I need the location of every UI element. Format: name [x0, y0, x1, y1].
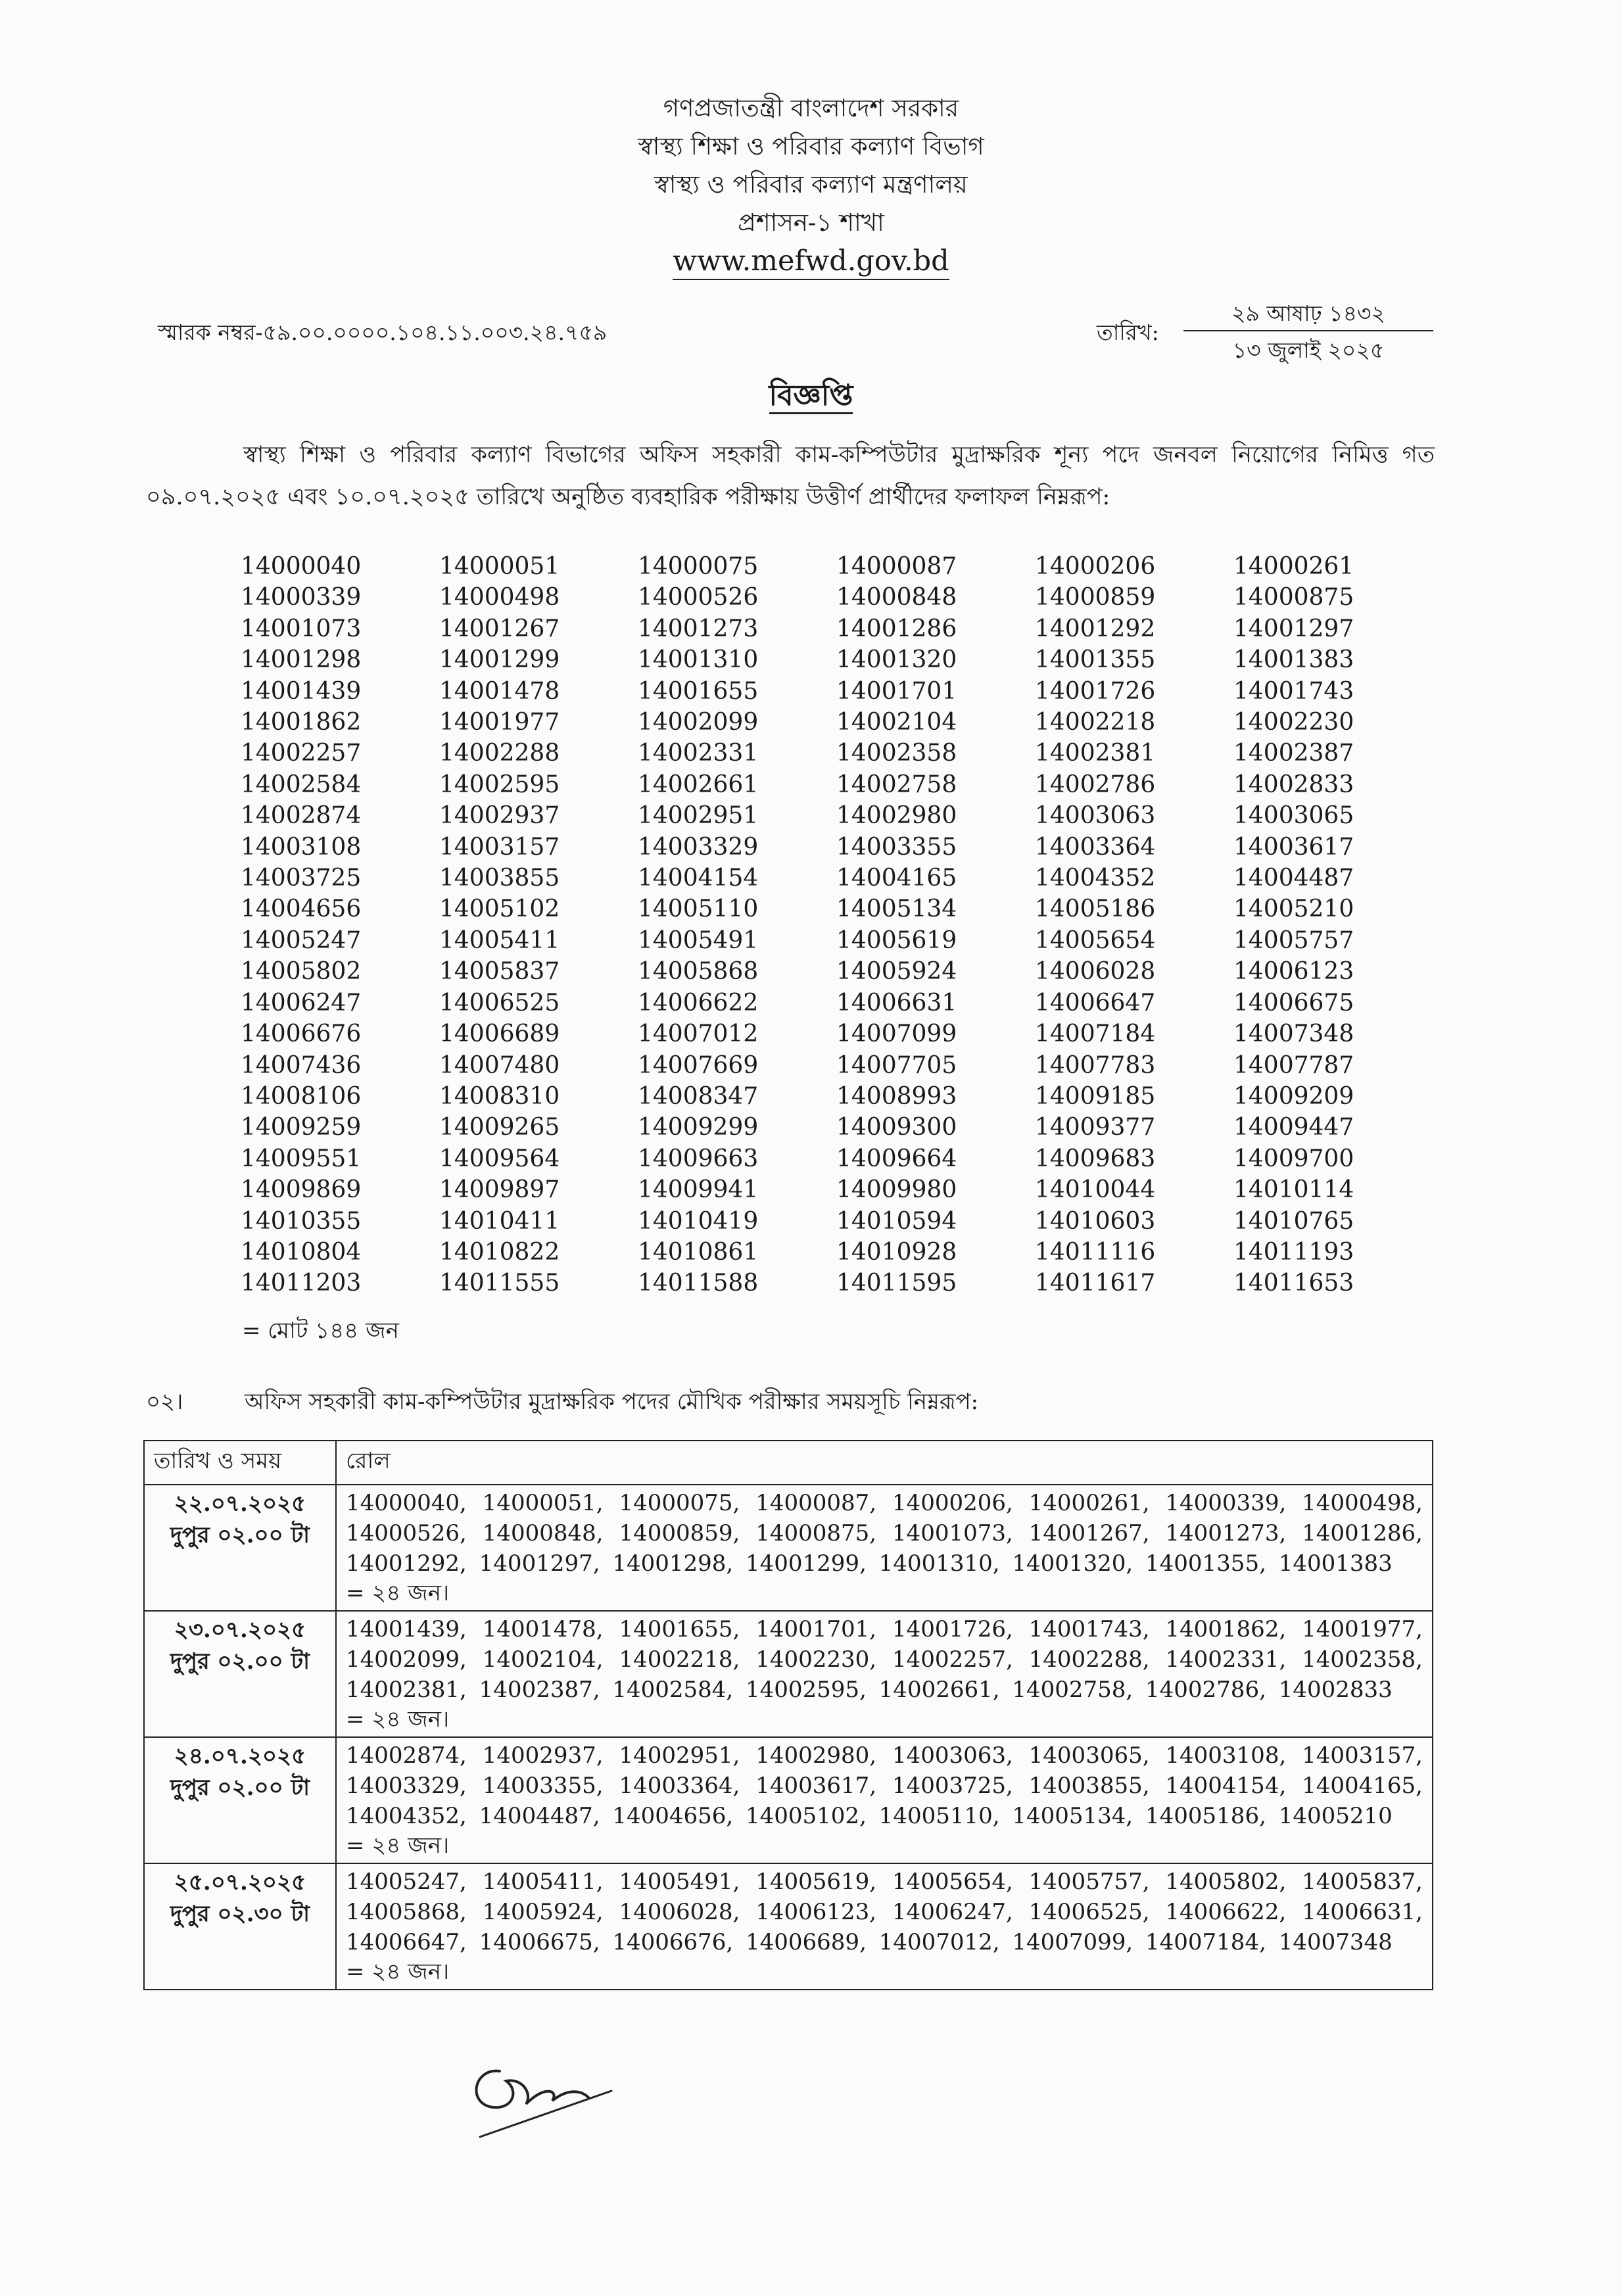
header-division: স্বাস্থ্য শিক্ষা ও পরিবার কল্যাণ বিভাগ	[638, 132, 984, 160]
memo-number: স্মারক নম্বর-৫৯.০০.০০০০.১০৪.১১.০০৩.২৪.৭৫৯	[158, 320, 608, 345]
roll-number: 14004487	[1233, 865, 1354, 892]
header-roll: রোল	[336, 1441, 1433, 1485]
roll-number: 14005868	[638, 958, 759, 986]
roll-number: 14005924	[836, 958, 957, 986]
roll-number: 14004165	[836, 865, 957, 892]
roll-number: 14001478	[439, 677, 560, 705]
roll-number: 14009299	[638, 1114, 759, 1141]
roll-number: 14001297	[1233, 615, 1354, 642]
roll-number: 14007099	[836, 1020, 957, 1048]
roll-number: 14008310	[439, 1082, 560, 1110]
roll-number: 14005110	[638, 896, 759, 923]
roll-number: 14009564	[439, 1145, 560, 1172]
schedule-count: = ২৪ জন।	[346, 1832, 450, 1859]
roll-number: 14002288	[439, 740, 560, 767]
roll-number: 14001743	[1233, 677, 1354, 705]
roll-number: 14005134	[836, 896, 957, 923]
roll-number: 14001439	[241, 677, 362, 705]
roll-number: 14001862	[241, 709, 362, 736]
roll-number: 14002786	[1035, 771, 1156, 798]
schedule-date-cell	[144, 1737, 336, 1863]
roll-number: 14002257	[241, 740, 362, 767]
roll-number: 14000051	[439, 553, 560, 580]
roll-number: 14009265	[439, 1114, 560, 1141]
roll-number: 14003065	[1233, 802, 1354, 830]
roll-number: 14001298	[241, 646, 362, 674]
schedule-rolls: 14005247, 14005411, 14005491, 14005619, 14005654, 14005757, 14005802, 14005837, 14005868, 14005924, 14006028, 14006123, 14006247, 14006525, 14006622, 14006631, 14006647, 14006675, 14006676, 14006689, 14007012, 14007099, 14007184, 14007348	[346, 1869, 1423, 1955]
roll-number: 14005757	[1233, 926, 1354, 954]
header-govt: গণপ্রজাতন্ত্রী বাংলাদেশ সরকার	[663, 94, 959, 122]
roll-number: 14006675	[1233, 989, 1354, 1016]
roll-number: 14003855	[439, 865, 560, 892]
roll-number: 14001073	[241, 615, 362, 642]
roll-number: 14011203	[241, 1270, 362, 1297]
roll-number: 14007787	[1233, 1051, 1354, 1079]
roll-number: 14003617	[1233, 833, 1354, 861]
roll-number: 14009663	[638, 1145, 759, 1172]
roll-number: 14002980	[836, 802, 957, 830]
roll-number: 14003329	[638, 833, 759, 861]
roll-number: 14000087	[836, 553, 957, 580]
section-heading: অফিস সহকারী কাম-কম্পিউটার মুদ্রাক্ষরিক পদের মৌখিক পরীক্ষার সময়সূচি নিম্নরূপ:	[245, 1389, 979, 1415]
header-branch: প্রশাসন-১ শাখা	[738, 208, 884, 237]
roll-number: 14003725	[241, 865, 362, 892]
roll-number: 14006631	[836, 989, 957, 1016]
roll-number: 14002381	[1035, 740, 1156, 767]
roll-number: 14011617	[1035, 1270, 1156, 1297]
roll-number: 14009941	[638, 1176, 759, 1204]
roll-number: 14002661	[638, 771, 759, 798]
roll-number: 14000206	[1035, 553, 1156, 580]
roll-number: 14011116	[1035, 1238, 1156, 1266]
roll-number: 14002387	[1233, 740, 1354, 767]
roll-number: 14005186	[1035, 896, 1156, 923]
roll-number: 14007348	[1233, 1020, 1354, 1048]
schedule-time: দুপুর ০২.৩০ টা	[170, 1901, 310, 1927]
roll-number: 14000075	[638, 553, 759, 580]
schedule-roll-cell	[336, 1863, 1433, 1990]
roll-number: 14001320	[836, 646, 957, 674]
roll-number: 14002584	[241, 771, 362, 798]
roll-number: 14007480	[439, 1051, 560, 1079]
roll-number: 14002218	[1035, 709, 1156, 736]
roll-number: 14003108	[241, 833, 362, 861]
date-english: ১৩ জুলাই ২০২৫	[1232, 337, 1385, 363]
roll-number: 14001655	[638, 677, 759, 705]
roll-number: 14002099	[638, 709, 759, 736]
roll-number: 14001273	[638, 615, 759, 642]
roll-number: 14007184	[1035, 1020, 1156, 1048]
header-ministry: স্বাস্থ্য ও পরিবার কল্যাণ মন্ত্রণালয়	[654, 170, 968, 199]
roll-number: 14006028	[1035, 958, 1156, 986]
roll-number: 14004352	[1035, 865, 1156, 892]
table-row	[144, 1863, 1433, 1990]
roll-number: 14011555	[439, 1270, 560, 1297]
roll-number: 14009664	[836, 1145, 957, 1172]
schedule-date-cell	[144, 1485, 336, 1611]
date-bangla: ২৯ আষাঢ় ১৪৩২	[1183, 297, 1433, 331]
schedule-count: = ২৪ জন।	[346, 1580, 450, 1606]
result-total: = মোট ১৪৪ জন	[242, 1318, 399, 1344]
roll-number: 14000875	[1233, 584, 1354, 611]
schedule-rolls: 14002874, 14002937, 14002951, 14002980, 14003063, 14003065, 14003108, 14003157, 14003329, 14003355, 14003364, 14003617, 14003725, 14003855, 14004154, 14004165, 14004352, 14004487, 14004656, 14005102, 14005110, 14005134, 14005186, 14005210	[346, 1742, 1423, 1829]
roll-number: 14007436	[241, 1051, 362, 1079]
roll-number: 14003364	[1035, 833, 1156, 861]
roll-number: 14010114	[1233, 1176, 1354, 1204]
schedule-date-cell	[144, 1863, 336, 1990]
roll-number: 14001383	[1233, 646, 1354, 674]
roll-number: 14010355	[241, 1207, 362, 1235]
roll-number: 14006647	[1035, 989, 1156, 1016]
roll-number: 14003157	[439, 833, 560, 861]
table-row	[144, 1611, 1433, 1737]
roll-number: 14006689	[439, 1020, 560, 1048]
roll-number: 14001726	[1035, 677, 1156, 705]
roll-number: 14000261	[1233, 553, 1354, 580]
roll-number: 14007012	[638, 1020, 759, 1048]
schedule-time: দুপুর ০২.০০ টা	[170, 1648, 310, 1675]
viva-schedule-table	[143, 1440, 1433, 1990]
table-header-row	[144, 1441, 1433, 1485]
roll-number: 14002331	[638, 740, 759, 767]
roll-number: 14001292	[1035, 615, 1156, 642]
roll-number: 14009259	[241, 1114, 362, 1141]
header-date-time: তারিখ ও সময়	[144, 1441, 336, 1485]
notice-title	[0, 373, 1622, 421]
schedule-time: দুপুর ০২.০০ টা	[170, 1775, 310, 1801]
roll-number: 14005102	[439, 896, 560, 923]
roll-number: 14009869	[241, 1176, 362, 1204]
roll-number: 14010804	[241, 1238, 362, 1266]
roll-number: 14008347	[638, 1082, 759, 1110]
roll-number: 14004656	[241, 896, 362, 923]
roll-number: 14006525	[439, 989, 560, 1016]
schedule-date: ২৪.০৭.২০২৫	[174, 1743, 306, 1769]
roll-number: 14006622	[638, 989, 759, 1016]
schedule-time: দুপুর ০২.০০ টা	[170, 1522, 310, 1548]
roll-number: 14011588	[638, 1270, 759, 1297]
roll-number: 14002595	[439, 771, 560, 798]
schedule-roll-cell	[336, 1485, 1433, 1611]
schedule-rolls: 14000040, 14000051, 14000075, 14000087, 14000206, 14000261, 14000339, 14000498, 14000526, 14000848, 14000859, 14000875, 14001073, 14001267, 14001273, 14001286, 14001292, 14001297, 14001298, 14001299, 14001310, 14001320, 14001355, 14001383	[346, 1490, 1423, 1577]
schedule-roll-cell	[336, 1611, 1433, 1737]
roll-number: 14002874	[241, 802, 362, 830]
website-link[interactable]	[0, 245, 1622, 277]
roll-number: 14005802	[241, 958, 362, 986]
notice-paragraph: স্বাস্থ্য শিক্ষা ও পরিবার কল্যাণ বিভাগের অফিস সহকারী কাম-কম্পিউটার মুদ্রাক্ষরিক শূন্য পদে জনবল নিয়োগের নিমিত্ত গত ০৯.০৭.২০২৫ এবং ১০.০৭.২০২৫ তারিখে অনুষ্ঠিত ব্যবহারিক পরীক্ষায় উত্তীর্ণ প্রার্থীদের ফলাফল নিম্নরূপ:	[146, 442, 1435, 510]
roll-number: 14010419	[638, 1207, 759, 1235]
roll-number: 14005210	[1233, 896, 1354, 923]
roll-number: 14010861	[638, 1238, 759, 1266]
roll-number: 14000526	[638, 584, 759, 611]
roll-number: 14001355	[1035, 646, 1156, 674]
schedule-count: = ২৪ জন।	[346, 1959, 450, 1985]
roll-number: 14005837	[439, 958, 560, 986]
roll-number: 14002230	[1233, 709, 1354, 736]
schedule-date: ২২.০৭.২০২৫	[174, 1491, 306, 1517]
roll-number: 14007705	[836, 1051, 957, 1079]
roll-number: 14001977	[439, 709, 560, 736]
schedule-count: = ২৪ জন।	[346, 1706, 450, 1733]
roll-number: 14001299	[439, 646, 560, 674]
schedule-date: ২৩.০৭.২০২৫	[174, 1617, 306, 1643]
roll-number: 14001286	[836, 615, 957, 642]
roll-number: 14003063	[1035, 802, 1156, 830]
roll-number: 14002833	[1233, 771, 1354, 798]
section-number: ০২।	[146, 1389, 183, 1415]
roll-number: 14010928	[836, 1238, 957, 1266]
roll-number: 14009980	[836, 1176, 957, 1204]
roll-number: 14010603	[1035, 1207, 1156, 1235]
roll-number: 14003355	[836, 833, 957, 861]
table-row	[144, 1737, 1433, 1863]
roll-number: 14009683	[1035, 1145, 1156, 1172]
roll-number: 14005619	[836, 926, 957, 954]
roll-number: 14002358	[836, 740, 957, 767]
roll-number: 14009447	[1233, 1114, 1354, 1141]
roll-number: 14009377	[1035, 1114, 1156, 1141]
roll-number: 14009185	[1035, 1082, 1156, 1110]
notice-title-text: বিজ্ঞপ্তি	[769, 379, 853, 414]
roll-number: 14000859	[1035, 584, 1156, 611]
roll-number: 14009897	[439, 1176, 560, 1204]
roll-number: 14000040	[241, 553, 362, 580]
roll-number: 14002758	[836, 771, 957, 798]
roll-number: 14007669	[638, 1051, 759, 1079]
roll-number: 14009700	[1233, 1145, 1354, 1172]
roll-number: 14011595	[836, 1270, 957, 1297]
roll-number: 14001267	[439, 615, 560, 642]
roll-number: 14004154	[638, 865, 759, 892]
date-label: তারিখ:	[1097, 320, 1159, 345]
schedule-date: ২৫.০৭.২০২৫	[174, 1869, 306, 1896]
roll-number: 14000339	[241, 584, 362, 611]
schedule-rolls: 14001439, 14001478, 14001655, 14001701, 14001726, 14001743, 14001862, 14001977, 14002099, 14002104, 14002218, 14002230, 14002257, 14002288, 14002331, 14002358, 14002381, 14002387, 14002584, 14002595, 14002661, 14002758, 14002786, 14002833	[346, 1616, 1423, 1703]
roll-number: 14002937	[439, 802, 560, 830]
roll-number: 14001310	[638, 646, 759, 674]
roll-number: 14005411	[439, 926, 560, 954]
roll-number: 14010594	[836, 1207, 957, 1235]
roll-number: 14005491	[638, 926, 759, 954]
roll-number: 14011653	[1233, 1270, 1354, 1297]
roll-number: 14002104	[836, 709, 957, 736]
roll-number: 14010765	[1233, 1207, 1354, 1235]
roll-number: 14006123	[1233, 958, 1354, 986]
roll-number: 14009209	[1233, 1082, 1354, 1110]
roll-number: 14005247	[241, 926, 362, 954]
roll-number: 14010044	[1035, 1176, 1156, 1204]
roll-number: 14009300	[836, 1114, 957, 1141]
roll-number: 14008993	[836, 1082, 957, 1110]
roll-number: 14007783	[1035, 1051, 1156, 1079]
roll-number: 14006247	[241, 989, 362, 1016]
website-text[interactable]: www.mefwd.gov.bd	[673, 245, 949, 280]
roll-number: 14010411	[439, 1207, 560, 1235]
result-roll-grid	[241, 551, 1424, 1299]
roll-number: 14011193	[1233, 1238, 1354, 1266]
roll-number: 14010822	[439, 1238, 560, 1266]
roll-number: 14001701	[836, 677, 957, 705]
schedule-date-cell	[144, 1611, 336, 1737]
table-row	[144, 1485, 1433, 1611]
roll-number: 14000498	[439, 584, 560, 611]
schedule-roll-cell	[336, 1737, 1433, 1863]
roll-number: 14009551	[241, 1145, 362, 1172]
roll-number: 14008106	[241, 1082, 362, 1110]
roll-number: 14000848	[836, 584, 957, 611]
date-box	[1183, 297, 1433, 370]
signature-image	[460, 2045, 631, 2143]
roll-number: 14002951	[638, 802, 759, 830]
roll-number: 14006676	[241, 1020, 362, 1048]
roll-number: 14005654	[1035, 926, 1156, 954]
